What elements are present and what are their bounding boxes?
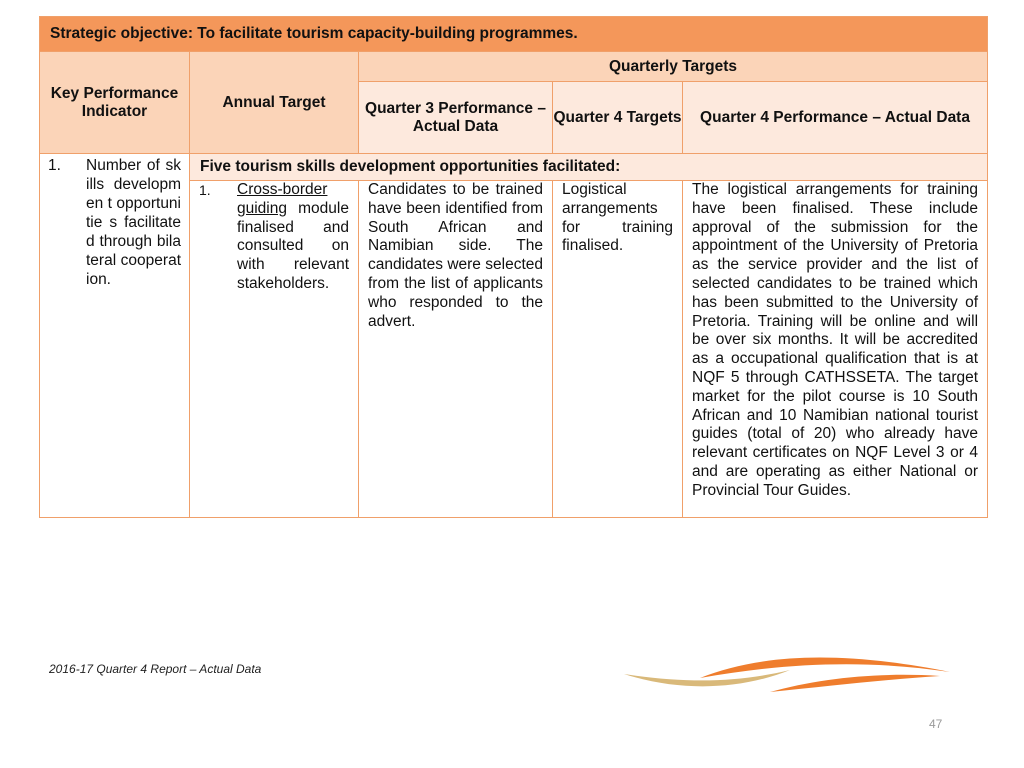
header-q4-targets: Quarter 4 Targets: [553, 82, 683, 154]
annual-target-cell: [190, 181, 359, 518]
page-number: 47: [929, 717, 943, 731]
kpi-text: Number of skills developmen t opportunitie s facilitated through bilateral cooperation.: [86, 157, 181, 288]
header-annual-target: Annual Target: [190, 52, 359, 154]
logo-orange-swoosh-2: [770, 675, 940, 692]
q4-targets-cell: Logistical arrangements for training finalised.: [553, 181, 683, 518]
logo-gold-swoosh: [624, 670, 790, 686]
performance-table: [39, 16, 988, 518]
strategic-objective: Strategic objective: To facilitate tourism capacity-building programmes.: [40, 17, 988, 52]
kpi-number: 1.: [48, 157, 61, 174]
header-quarterly-targets: Quarterly Targets: [359, 52, 988, 82]
header-q4-actual: Quarter 4 Performance – Actual Data: [683, 82, 988, 154]
header-q3-actual: Quarter 3 Performance – Actual Data: [359, 82, 553, 154]
annual-target-underlined: Cross-border guiding: [237, 181, 328, 217]
kpi-cell: [40, 154, 190, 518]
footer-note: 2016-17 Quarter 4 Report – Actual Data: [49, 662, 262, 676]
q3-actual-cell: Candidates to be trained have been identified from South African and Namibian side. The candidates were selected from the list of applicants who responded to the advert.: [359, 181, 553, 518]
q4-actual-cell: The logistical arrangements for training have been finalised. These include approval of the submission for the appointment of the University of Pretoria as the service provider and the list of selected candidates to be trained which has been submitted to the University of Pretoria. Training will be online and will be over six months. It will be accredited as a occupational qualification that is at NQF 5 through CATHSSETA. The target market for the pilot course is 10 South African and 10 Namibian national tourist guides (total of 20) who already have relevant certificates on NQF Level 3 or 4 and are operating as either National or Provincial Tour Guides.: [683, 181, 988, 518]
annual-target-number: 1.: [199, 182, 211, 198]
annual-target-rest: module finalised and consulted on with relevant stakeholders.: [237, 199, 349, 292]
annual-target-text: [237, 181, 349, 294]
swoosh-logo-icon: [620, 648, 950, 698]
subheading-five-opportunities: Five tourism skills development opportunities facilitated:: [190, 154, 988, 181]
header-kpi: Key Performance Indicator: [40, 52, 190, 154]
